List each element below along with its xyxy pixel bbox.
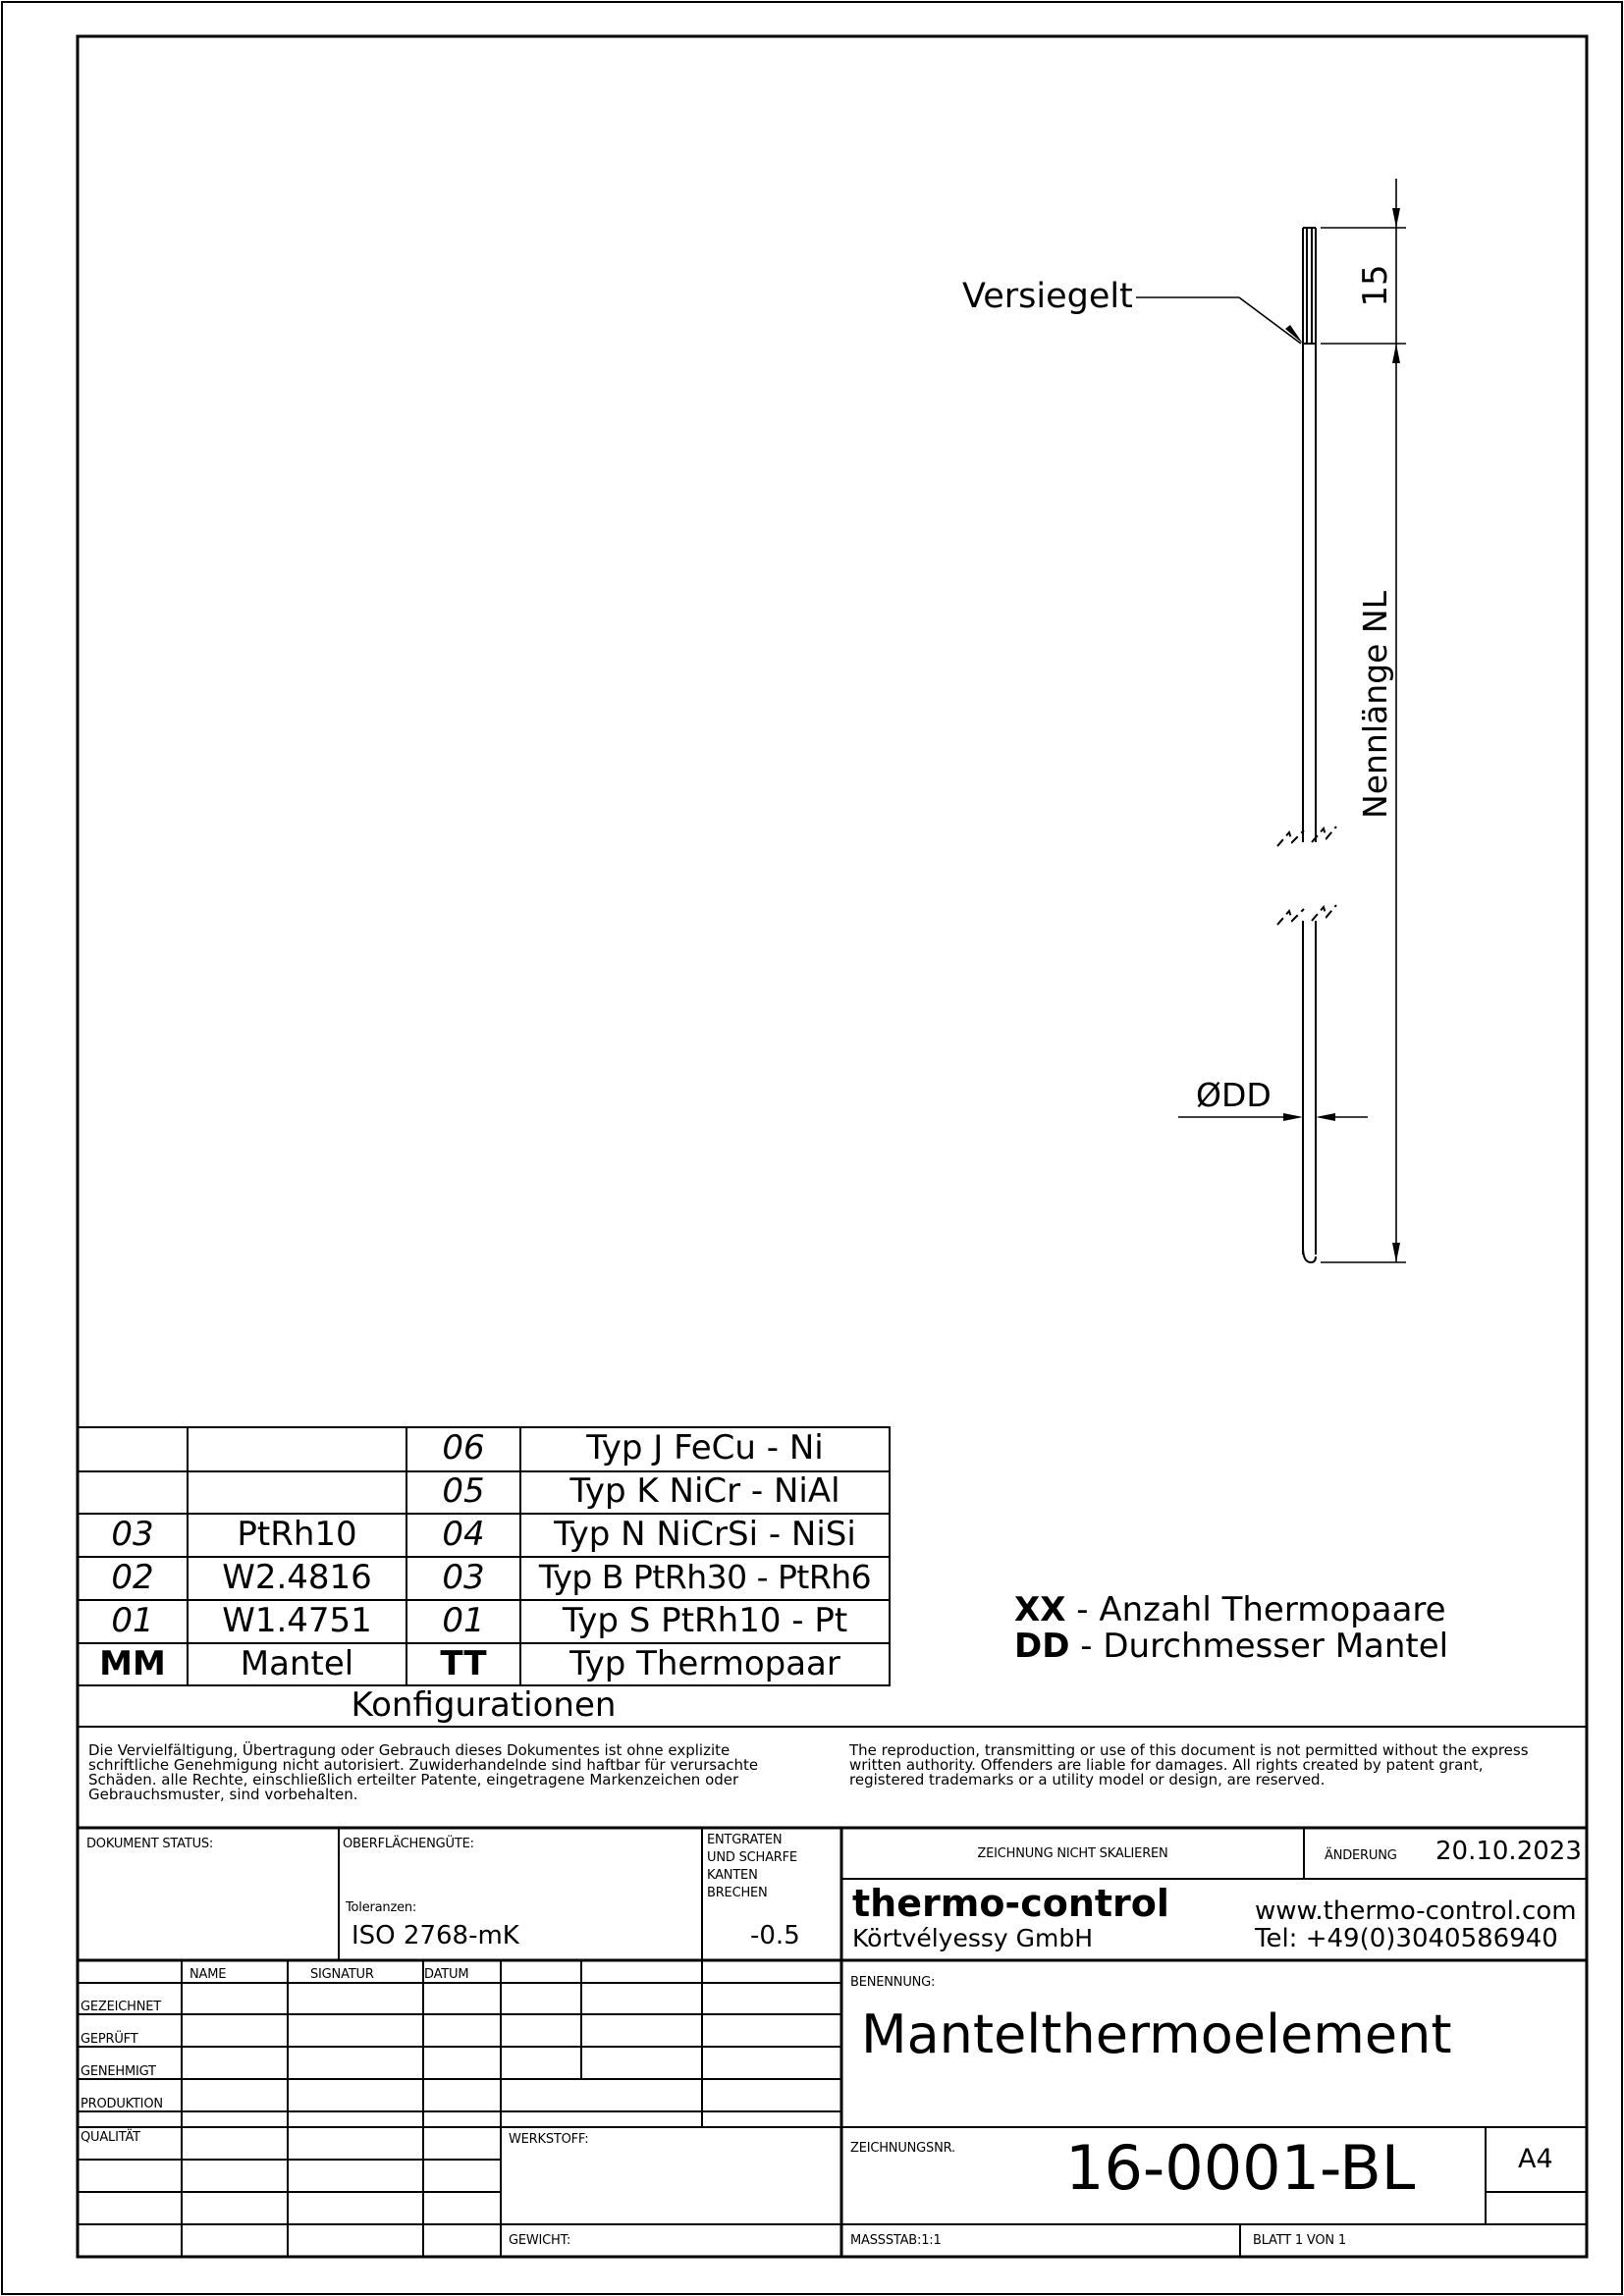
probe-drawing	[1277, 228, 1336, 1262]
company-name: thermo-control	[852, 1882, 1169, 1925]
col-name-header: NAME	[189, 1967, 227, 1982]
config-tc-type: Typ N NiCrSi - NiSi	[554, 1515, 856, 1554]
config-tt-code: 03	[442, 1558, 485, 1597]
surface-label: OBERFLÄCHENGÜTE:	[343, 1837, 474, 1851]
role-approved: GENEHMIGT	[81, 2064, 156, 2079]
revision-label: ÄNDERUNG	[1325, 1848, 1397, 1863]
sheet-number: BLATT 1 VON 1	[1253, 2233, 1346, 2248]
role-checked: GEPRÜFT	[81, 2032, 138, 2047]
dim-nominal-length: Nennlänge NL	[1356, 591, 1394, 819]
legend-text: - Durchmesser Mantel	[1069, 1627, 1449, 1666]
company-website: www.thermo-control.com	[1255, 1896, 1577, 1926]
config-tt-code: 06	[442, 1428, 485, 1468]
config-header-tt: TT	[440, 1644, 487, 1683]
config-tc-type: Typ K NiCr - NiAl	[569, 1471, 840, 1511]
notice-line: Gebrauchsmuster, sind vorbehalten.	[88, 1786, 358, 1803]
tolerance-label: Toleranzen:	[346, 1900, 417, 1915]
config-tt-code: 01	[442, 1601, 485, 1640]
revision-date: 20.10.2023	[1435, 1837, 1582, 1866]
diameter-label: ØDD	[1196, 1076, 1272, 1114]
company-sub: Körtvélyessy GmbH	[852, 1924, 1094, 1952]
notice-line: written authority. Offenders are liable for damages. All rights created by patent grant,	[849, 1756, 1484, 1774]
legend-item	[1014, 1627, 1449, 1666]
drawing-title: Mantelthermoelement	[861, 2003, 1452, 2065]
notice-line: Die Vervielfältigung, Übertragung oder Gebrauch dieses Dokumentes ist ohne explizite	[88, 1741, 731, 1759]
deburr-label: UND SCHARFE	[707, 1850, 797, 1865]
tolerance-value: ISO 2768-mK	[352, 1921, 519, 1950]
legend-text: - Anzahl Thermopaare	[1065, 1590, 1446, 1629]
deburr-label: KANTEN	[707, 1868, 758, 1883]
config-tc-type: Typ S PtRh10 - Pt	[562, 1601, 848, 1640]
col-signature-header: SIGNATUR	[310, 1967, 374, 1982]
config-tc-type: Typ B PtRh30 - PtRh6	[538, 1558, 872, 1596]
company-phone: Tel: +49(0)3040586940	[1255, 1924, 1558, 1953]
legend-item	[1014, 1590, 1446, 1629]
config-tc-type: Typ J FeCu - Ni	[586, 1428, 824, 1468]
config-tt-code: 05	[442, 1471, 485, 1511]
config-material: PtRh10	[237, 1515, 357, 1554]
drawing-no-label: ZEICHNUNGSNR.	[850, 2141, 955, 2156]
config-header-mm: MM	[99, 1644, 166, 1683]
drawing-number: 16-0001-BL	[1065, 2132, 1416, 2204]
config-mm-code: 03	[111, 1515, 154, 1554]
notice-line: schriftliche Genehmigung nicht autorisiert. Zuwiderhandelnde sind haftbar für verursachte	[88, 1756, 759, 1774]
col-date-header: DATUM	[424, 1967, 469, 1982]
doc-status-label: DOKUMENT STATUS:	[86, 1837, 214, 1851]
sealed-label: Versiegelt	[962, 277, 1133, 316]
role-production: PRODUKTION	[81, 2097, 163, 2111]
notice-line: Schäden. alle Rechte, einschließlich erteilter Patente, eingetragene Markenzeichen oder	[88, 1771, 739, 1789]
role-quality: QUALITÄT	[81, 2130, 140, 2145]
deburr-label: BRECHEN	[707, 1886, 768, 1900]
config-material: W1.4751	[222, 1601, 372, 1640]
config-header-tc-type: Typ Thermopaar	[569, 1644, 840, 1683]
config-mm-code: 01	[111, 1601, 154, 1640]
weight-label: GEWICHT:	[509, 2233, 571, 2248]
material-label: WERKSTOFF:	[509, 2132, 589, 2147]
sheet-size: A4	[1518, 2144, 1553, 2174]
config-caption: Konfigurationen	[351, 1685, 617, 1725]
role-drawn: GEZEICHNET	[81, 2000, 161, 2014]
legend-code: DD	[1014, 1627, 1070, 1666]
config-header-material: Mantel	[240, 1644, 354, 1683]
scale-label: MASSSTAB:1:1	[850, 2233, 942, 2248]
config-tt-code: 04	[442, 1515, 485, 1554]
deburr-label: ENTGRATEN	[707, 1833, 783, 1847]
config-mm-code: 02	[111, 1558, 154, 1597]
title-label: BENENNUNG:	[850, 1975, 936, 1990]
notice-line: registered trademarks or a utility model or design, are reserved.	[849, 1771, 1326, 1789]
dim-tip-length: 15	[1356, 264, 1395, 307]
legend-code: XX	[1014, 1590, 1066, 1629]
no-scale-note: ZEICHNUNG NICHT SKALIEREN	[977, 1846, 1168, 1861]
notice-line: The reproduction, transmitting or use of this document is not permitted without the express	[849, 1741, 1529, 1759]
config-material: W2.4816	[222, 1558, 372, 1597]
deburr-value: -0.5	[750, 1921, 800, 1950]
